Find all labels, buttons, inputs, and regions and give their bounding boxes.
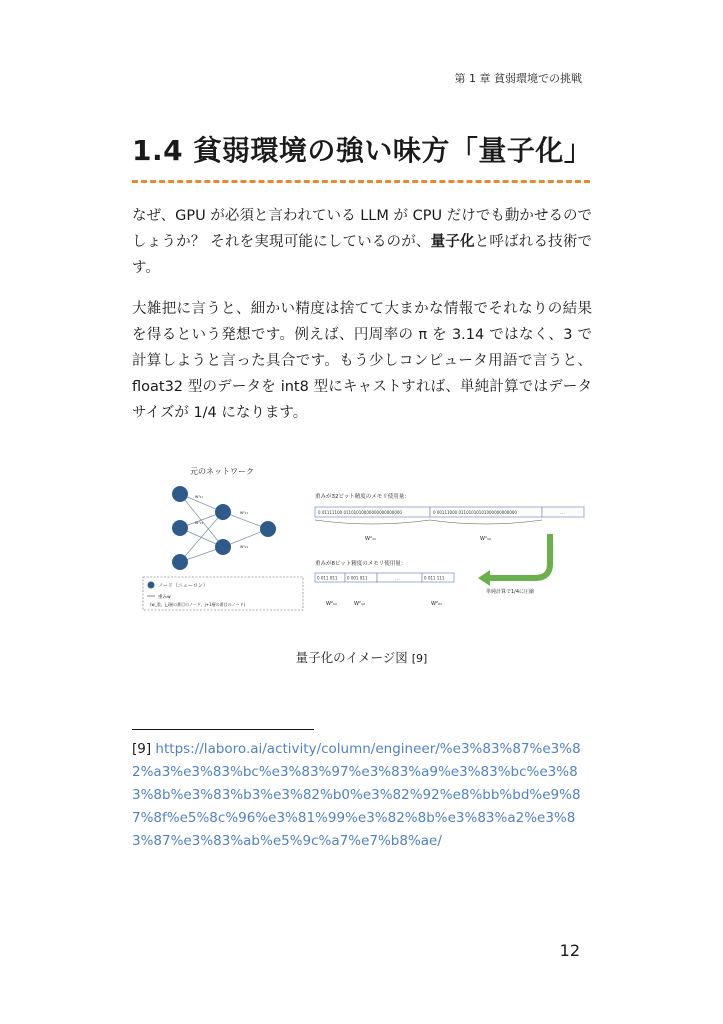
w8-21-label: W²₂₁ (431, 601, 442, 607)
quantization-figure (140, 462, 590, 624)
compress-arrow (485, 534, 550, 578)
edge-weight-label-3: w²₁₁ (240, 510, 249, 515)
page-number: 12 (559, 941, 580, 960)
legend-node-label: ノード（ニューロン） (158, 583, 208, 589)
footnote-divider (132, 729, 314, 730)
compress-arrow-head (478, 570, 490, 586)
cell-32bit-more-text: … (560, 510, 565, 516)
figure-caption-text: 量子化のイメージ図 (295, 650, 412, 665)
w11-label: W¹₁₁ (365, 536, 376, 542)
legend-weight-label: 重みw (158, 595, 171, 600)
footnote-number: [9] (132, 741, 156, 757)
section-title: 1.4 貧弱環境の強い味方「量子化」 (132, 134, 593, 167)
brace-32bit-2 (430, 520, 542, 524)
title-underline (132, 180, 590, 183)
w8-12-label: W²₁₂ (354, 601, 365, 607)
cell-8bit-2-text: 0 001 011 (347, 575, 368, 581)
label-32bit: 重みが32ビット精度のメモリ使用量： (315, 494, 410, 500)
w12-label: W¹₁₂ (480, 536, 491, 542)
paragraph-1-text-b: と呼ばれる技術です。 (132, 234, 593, 276)
paragraph-1 (132, 203, 592, 281)
cell-8bit-3-text: 0 011 111 (424, 575, 445, 581)
edge-weight-label-2: w¹₂₁ (195, 520, 204, 525)
paragraph-1-text-a: なぜ、GPU が必須と言われている LLM が CPU だけでも動かせるのでしょうか？ それを実現可能にしているのが、 (132, 208, 592, 250)
compress-label: 単純計算で1/4に圧縮 (486, 589, 535, 595)
cell-8bit-1-text: 0 011 011 (317, 575, 338, 581)
legend-weight-desc: (w_重、j_i層の番目のノード、j+1層の番目のノード) (150, 602, 246, 607)
footnote (132, 738, 592, 853)
edge-weight-label-4: w²₂₁ (240, 544, 249, 549)
brace-32bit-1 (315, 520, 430, 524)
label-8bit: 重みが8ビット精度のメモリ使用量： (315, 561, 407, 567)
cell-32bit-2-text: 0 00111000 01101010101000000000000 (433, 510, 517, 515)
edge-weight-label-1: w¹₁₁ (195, 494, 204, 499)
figure-caption (0, 648, 723, 666)
footnote-link[interactable]: https://laboro.ai/activity/column/engineer/%e3%83%87%e3%82%a3%e3%83%bc%e3%83%97%e3%83%a9%e3%83%bc%e3%83%8b%e3%83%b3%e3%82%b0%e3%82%92%e8%bb%bd%e9%87%8f%e5%8c%96%e3%81%99%e3%82%8b%e3%83%a2%e3%83%87%e3%83%ab%e5%9c%a7%e7%b8%ae/ (132, 741, 581, 849)
w8-11-label: W²₁₁ (326, 601, 337, 607)
legend-node-icon (148, 582, 155, 589)
figure-caption-ref[interactable]: [9] (411, 652, 428, 665)
cell-32bit-1-text: 0 01111100 01101010000000000000000 (318, 510, 402, 515)
paragraph-1-bold-term: 量子化 (430, 234, 475, 250)
paragraph-2: 大雑把に言うと、細かい精度は捨てて大まかな情報でそれなりの結果を得るという発想です。例えば、円周率の π を 3.14 ではなく、3 で計算しようと言った具合です。もう少しコンピュータ用語で言うと、float32 型のデータを int8 型にキャストすれば、単純計算ではデータサイズが 1/4 になります。 (132, 301, 592, 421)
cell-8bit-more-text: … (395, 575, 400, 582)
network-nodes (172, 486, 276, 570)
running-header: 第 1 章 貧弱環境での挑戦 (454, 72, 582, 85)
network-title: 元のネットワーク (190, 467, 254, 476)
